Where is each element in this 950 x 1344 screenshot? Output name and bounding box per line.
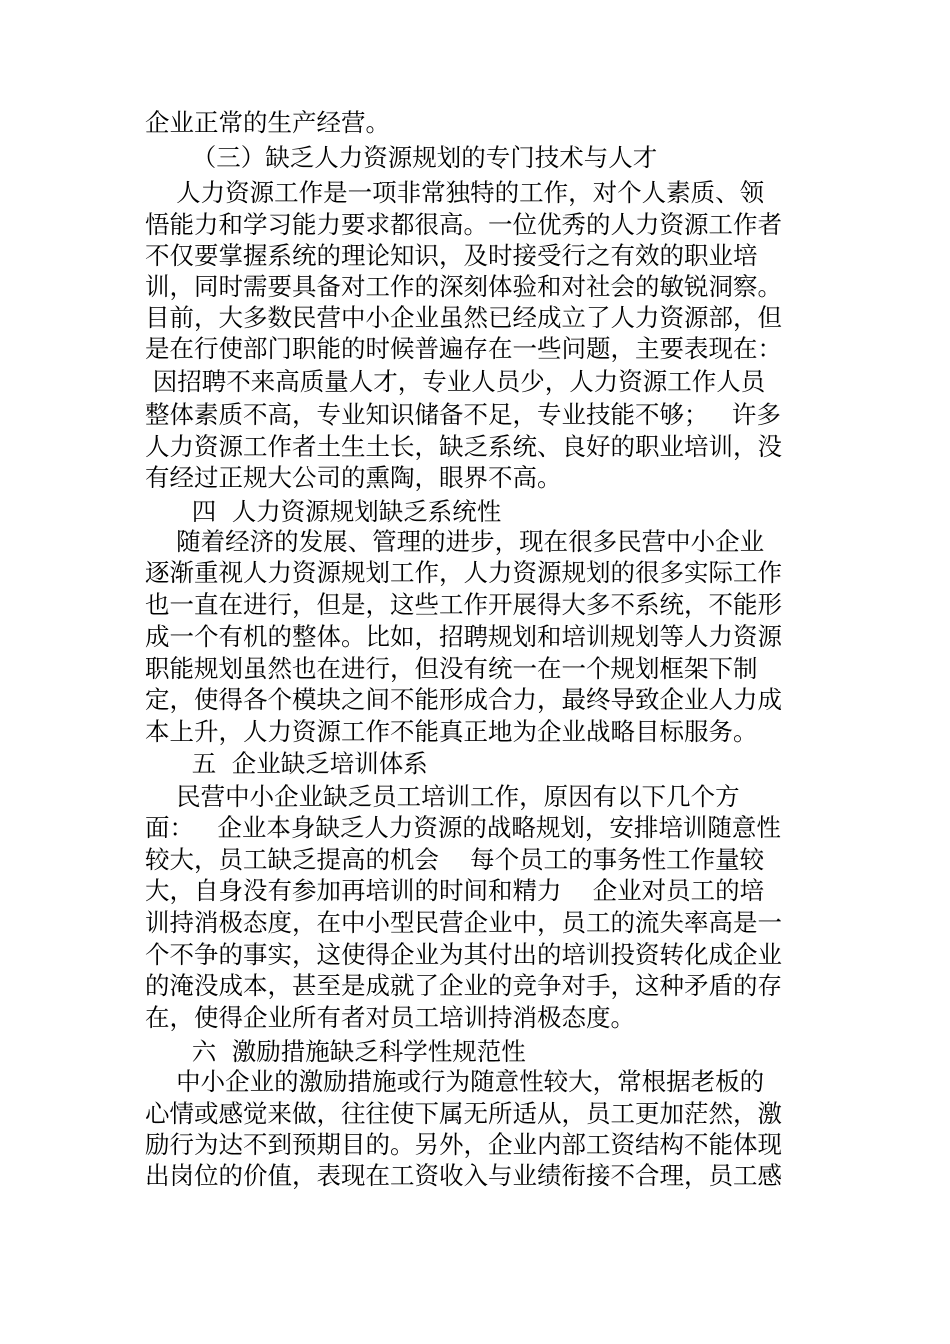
section-heading: 五 企业缺乏培训体系	[145, 749, 428, 778]
text-line: 逐渐重视人力资源规划工作，人力资源规划的很多实际工作	[145, 558, 782, 587]
text-line: 励行为达不到预期目的。另外，企业内部工资结构不能体现	[145, 1130, 782, 1159]
text-line: 大，自身没有参加再培训的时间和精力 企业对员工的培	[145, 876, 765, 905]
text-line: 个不争的事实，这使得企业为其付出的培训投资转化成企业	[145, 940, 782, 969]
text-line: 定，使得各个模块之间不能形成合力，最终导致企业人力成	[145, 685, 782, 714]
text-line: 出岗位的价值，表现在工资收入与业绩衔接不合理，员工感	[145, 1161, 782, 1190]
text-line: 民营中小企业缺乏员工培训工作，原因有以下几个方	[145, 782, 740, 811]
text-line: 较大，员工缺乏提高的机会 每个员工的事务性工作量较	[145, 845, 765, 874]
text-line: 训，同时需要具备对工作的深刻体验和对社会的敏锐洞察。	[145, 272, 782, 301]
text-line: 职能规划虽然也在进行，但没有统一在一个规划框架下制	[145, 654, 758, 683]
text-line: 人力资源工作者土生土长，缺乏系统、良好的职业培训，没	[145, 432, 782, 461]
text-line: 训持消极态度，在中小型民营企业中，员工的流失率高是一	[145, 908, 782, 937]
section-heading: （三）缺乏人力资源规划的专门技术与人才	[145, 143, 658, 172]
text-line: 是在行使部门职能的时候普遍存在一些问题，主要表现在：	[145, 334, 782, 363]
text-line: 本上升，人力资源工作不能真正地为企业战略目标服务。	[145, 717, 758, 746]
text-line: 心情或感觉来做，往往使下属无所适从，员工更加茫然，激	[145, 1099, 782, 1128]
text-line: 悟能力和学习能力要求都很高。一位优秀的人力资源工作者	[145, 210, 782, 239]
section-heading: 六 激励措施缺乏科学性规范性	[145, 1037, 526, 1066]
text-line: 中小企业的激励措施或行为随意性较大，常根据老板的	[145, 1067, 765, 1096]
text-line: 的淹没成本，甚至是成就了企业的竞争对手，这种矛盾的存	[145, 971, 782, 1000]
text-line: 成一个有机的整体。比如，招聘规划和培训规划等人力资源	[145, 622, 782, 651]
text-line: 在，使得企业所有者对员工培训持消极态度。	[145, 1003, 635, 1032]
text-line: 人力资源工作是一项非常独特的工作，对个人素质、领	[145, 178, 765, 207]
text-line: 不仅要掌握系统的理论知识，及时接受行之有效的职业培	[145, 241, 758, 270]
text-line: 随着经济的发展、管理的进步，现在很多民营中小企业	[145, 527, 765, 556]
text-line: 有经过正规大公司的熏陶，眼界不高。	[145, 463, 562, 492]
section-heading: 四 人力资源规划缺乏系统性	[145, 497, 502, 526]
text-line: 因招聘不来高质量人才，专业人员少，人力资源工作人员	[145, 367, 766, 396]
text-line: 目前，大多数民营中小企业虽然已经成立了人力资源部，但	[145, 303, 782, 332]
text-line: 也一直在进行，但是，这些工作开展得大多不系统，不能形	[145, 590, 782, 619]
text-line: 整体素质不高，专业知识储备不足，专业技能不够； 许多	[145, 400, 781, 429]
text-line: 企业正常的生产经营。	[145, 108, 390, 137]
text-line: 面： 企业本身缺乏人力资源的战略规划，安排培训随意性	[145, 813, 781, 842]
